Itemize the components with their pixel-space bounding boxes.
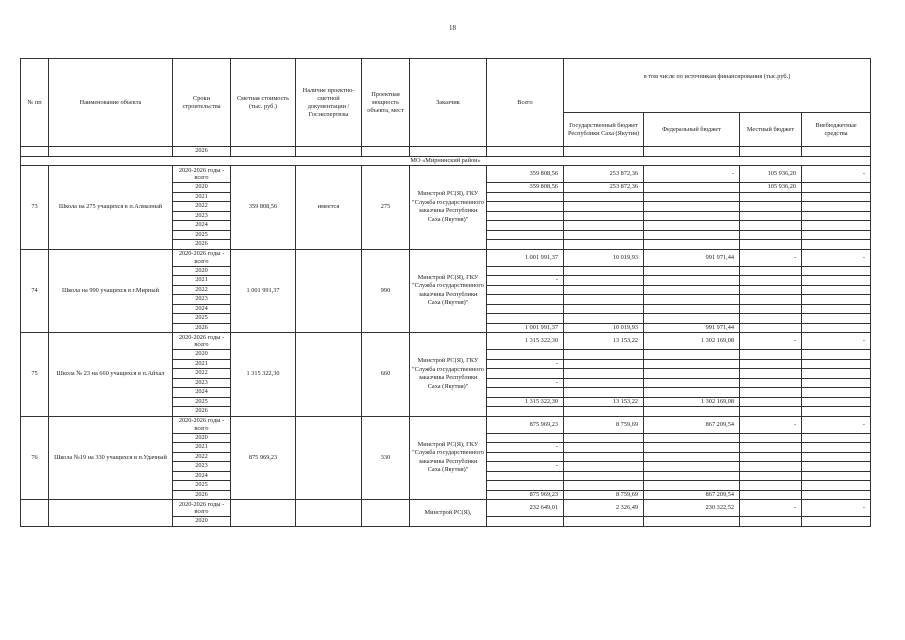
state-budget-cell — [564, 240, 644, 250]
local-budget-cell — [740, 211, 802, 221]
col-header-terms: Сроки строительства — [173, 59, 231, 147]
total-cell — [487, 433, 564, 443]
federal-budget-cell — [644, 407, 740, 417]
col-header-total: Всего — [487, 59, 564, 147]
state-budget-cell — [564, 407, 644, 417]
local-budget-cell — [740, 304, 802, 314]
total-cell — [487, 221, 564, 231]
local-budget-cell — [740, 517, 802, 527]
object-cost: 1 001 991,37 — [231, 249, 296, 333]
extra-budget-cell — [802, 276, 871, 286]
state-budget-cell — [564, 350, 644, 360]
federal-budget-cell — [644, 378, 740, 388]
local-budget-cell: 105 936,20 — [740, 183, 802, 193]
federal-budget-cell — [644, 183, 740, 193]
extra-budget-cell — [802, 240, 871, 250]
state-budget-cell — [564, 443, 644, 453]
object-docs — [296, 249, 362, 333]
object-cost: 359 808,56 — [231, 166, 296, 250]
state-budget-cell: 10 019,93 — [564, 249, 644, 266]
state-budget-cell — [564, 211, 644, 221]
extra-budget-cell — [802, 304, 871, 314]
state-budget-cell: 2 326,49 — [564, 500, 644, 517]
federal-budget-cell — [644, 452, 740, 462]
year-cell: 2024 — [173, 471, 231, 481]
total-cell — [487, 192, 564, 202]
col-header-customer: Заказчик — [410, 59, 487, 147]
state-budget-cell — [564, 433, 644, 443]
extra-budget-cell — [802, 359, 871, 369]
object-name: Школа № 23 на 660 учащихся в п.Айхал — [49, 333, 173, 417]
year-cell: 2023 — [173, 378, 231, 388]
state-budget-cell — [564, 276, 644, 286]
state-budget-cell — [564, 192, 644, 202]
object-docs — [296, 416, 362, 500]
col-header-extra-budget: Внебюджетные средства — [802, 113, 871, 147]
local-budget-cell — [740, 490, 802, 500]
state-budget-cell — [564, 304, 644, 314]
object-docs — [296, 500, 362, 527]
object-cost: 1 315 322,30 — [231, 333, 296, 417]
total-cell: - — [487, 359, 564, 369]
object-name: Школа на 990 учащихся в г.Мирный — [49, 249, 173, 333]
col-header-local-budget: Местный бюджет — [740, 113, 802, 147]
table-row — [21, 166, 871, 183]
year-cell: 2026 — [173, 240, 231, 250]
col-header-capacity: Проектная мощность объекта, мест — [362, 59, 410, 147]
year-cell: 2026 — [173, 147, 231, 157]
federal-budget-cell — [644, 192, 740, 202]
object-number — [21, 500, 49, 527]
local-budget-cell — [740, 350, 802, 360]
state-budget-cell — [564, 266, 644, 276]
page-number: 18 — [449, 24, 456, 32]
federal-budget-cell: 1 302 169,08 — [644, 333, 740, 350]
local-budget-cell — [740, 192, 802, 202]
table-row — [21, 500, 871, 517]
federal-budget-cell — [644, 462, 740, 472]
total-cell: 232 649,01 — [487, 500, 564, 517]
local-budget-cell: - — [740, 249, 802, 266]
extra-budget-cell — [802, 369, 871, 379]
year-cell: 2026 — [173, 323, 231, 333]
local-budget-cell: - — [740, 500, 802, 517]
total-cell — [487, 314, 564, 324]
extra-budget-cell — [802, 388, 871, 398]
federal-budget-cell — [644, 276, 740, 286]
federal-budget-cell — [644, 517, 740, 527]
total-cell — [487, 266, 564, 276]
extra-budget-cell — [802, 266, 871, 276]
object-number: 74 — [21, 249, 49, 333]
extra-budget-cell — [802, 517, 871, 527]
object-capacity — [362, 500, 410, 527]
total-cell — [487, 452, 564, 462]
extra-budget-cell — [802, 452, 871, 462]
federal-budget-cell: 991 971,44 — [644, 323, 740, 333]
table-row — [21, 249, 871, 266]
total-cell — [487, 211, 564, 221]
object-name: Школа на 275 учащихся в п.Алмазный — [49, 166, 173, 250]
object-docs: имеется — [296, 166, 362, 250]
year-cell: 2025 — [173, 397, 231, 407]
local-budget-cell — [740, 388, 802, 398]
total-cell — [487, 285, 564, 295]
extra-budget-cell — [802, 323, 871, 333]
extra-budget-cell — [802, 211, 871, 221]
federal-budget-cell — [644, 443, 740, 453]
federal-budget-cell — [644, 481, 740, 491]
state-budget-cell — [564, 314, 644, 324]
total-cell: 1 315 322,30 — [487, 397, 564, 407]
year-cell: 2020 — [173, 517, 231, 527]
total-cell: 359 808,56 — [487, 183, 564, 193]
total-cell — [487, 517, 564, 527]
local-budget-cell — [740, 471, 802, 481]
total-cell — [487, 481, 564, 491]
total-cell: - — [487, 443, 564, 453]
year-cell: 2020-2026 годы - всего — [173, 249, 231, 266]
local-budget-cell — [740, 481, 802, 491]
federal-budget-cell — [644, 314, 740, 324]
year-cell: 2020 — [173, 433, 231, 443]
year-cell: 2020-2026 годы - всего — [173, 333, 231, 350]
local-budget-cell — [740, 230, 802, 240]
local-budget-cell: 105 936,20 — [740, 166, 802, 183]
federal-budget-cell: - — [644, 166, 740, 183]
year-cell: 2020 — [173, 183, 231, 193]
extra-budget-cell: - — [802, 416, 871, 433]
local-budget-cell — [740, 202, 802, 212]
extra-budget-cell — [802, 202, 871, 212]
local-budget-cell — [740, 276, 802, 286]
local-budget-cell: - — [740, 416, 802, 433]
year-cell: 2023 — [173, 211, 231, 221]
year-cell: 2020-2026 годы - всего — [173, 166, 231, 183]
year-cell: 2026 — [173, 490, 231, 500]
state-budget-cell: 10 019,93 — [564, 323, 644, 333]
total-cell — [487, 295, 564, 305]
extra-budget-cell — [802, 230, 871, 240]
local-budget-cell — [740, 397, 802, 407]
state-budget-cell — [564, 295, 644, 305]
col-header-name: Наименование объекта — [49, 59, 173, 147]
local-budget-cell — [740, 323, 802, 333]
local-budget-cell — [740, 359, 802, 369]
year-cell: 2025 — [173, 230, 231, 240]
extra-budget-cell — [802, 490, 871, 500]
state-budget-cell — [564, 285, 644, 295]
total-cell: - — [487, 378, 564, 388]
local-budget-cell — [740, 285, 802, 295]
extra-budget-cell — [802, 443, 871, 453]
extra-budget-cell — [802, 221, 871, 231]
local-budget-cell — [740, 240, 802, 250]
state-budget-cell — [564, 359, 644, 369]
col-header-sources-group: в том числе по источникам финансирования (тыс.руб.) — [564, 59, 871, 113]
year-cell: 2023 — [173, 295, 231, 305]
federal-budget-cell — [644, 240, 740, 250]
federal-budget-cell — [644, 471, 740, 481]
federal-budget-cell — [644, 350, 740, 360]
total-cell: 1 315 322,30 — [487, 333, 564, 350]
object-customer: Минстрой РС(Я), ГКУ "Служба государственного заказчика Республики Саха (Якутия)" — [410, 166, 487, 250]
local-budget-cell — [740, 369, 802, 379]
local-budget-cell: - — [740, 333, 802, 350]
federal-budget-cell — [644, 304, 740, 314]
year-cell: 2021 — [173, 443, 231, 453]
extra-budget-cell — [802, 183, 871, 193]
extra-budget-cell — [802, 295, 871, 305]
col-header-docs: Наличие проектно-сметной документации /Госэкспертизы — [296, 59, 362, 147]
local-budget-cell — [740, 221, 802, 231]
state-budget-cell: 253 872,36 — [564, 183, 644, 193]
state-budget-cell: 253 872,36 — [564, 166, 644, 183]
state-budget-cell: 13 153,22 — [564, 333, 644, 350]
federal-budget-cell — [644, 433, 740, 443]
extra-budget-cell — [802, 462, 871, 472]
extra-budget-cell — [802, 192, 871, 202]
extra-budget-cell — [802, 397, 871, 407]
year-cell: 2021 — [173, 192, 231, 202]
col-header-no: № пп — [21, 59, 49, 147]
local-budget-cell — [740, 266, 802, 276]
object-customer: Минстрой РС(Я), — [410, 500, 487, 527]
federal-budget-cell: 1 302 169,08 — [644, 397, 740, 407]
extra-budget-cell — [802, 407, 871, 417]
federal-budget-cell: 230 322,52 — [644, 500, 740, 517]
extra-budget-cell — [802, 433, 871, 443]
total-cell — [487, 230, 564, 240]
total-cell — [487, 304, 564, 314]
total-cell — [487, 471, 564, 481]
year-cell: 2020-2026 годы - всего — [173, 500, 231, 517]
total-cell — [487, 407, 564, 417]
financing-table — [20, 58, 871, 527]
federal-budget-cell: 867 209,54 — [644, 416, 740, 433]
total-cell: - — [487, 462, 564, 472]
state-budget-cell — [564, 202, 644, 212]
state-budget-cell: 8 759,69 — [564, 416, 644, 433]
local-budget-cell — [740, 314, 802, 324]
federal-budget-cell — [644, 202, 740, 212]
year-cell: 2024 — [173, 221, 231, 231]
federal-budget-cell — [644, 266, 740, 276]
local-budget-cell — [740, 433, 802, 443]
object-number: 75 — [21, 333, 49, 417]
local-budget-cell — [740, 452, 802, 462]
object-capacity: 660 — [362, 333, 410, 417]
year-cell: 2025 — [173, 481, 231, 491]
federal-budget-cell — [644, 388, 740, 398]
federal-budget-cell — [644, 211, 740, 221]
state-budget-cell — [564, 471, 644, 481]
federal-budget-cell: 867 209,54 — [644, 490, 740, 500]
local-budget-cell — [740, 378, 802, 388]
federal-budget-cell — [644, 285, 740, 295]
local-budget-cell — [740, 462, 802, 472]
local-budget-cell — [740, 443, 802, 453]
year-cell: 2020-2026 годы - всего — [173, 416, 231, 433]
state-budget-cell — [564, 221, 644, 231]
table-row — [21, 333, 871, 350]
section-title: МО «Мирнинский район» — [21, 156, 871, 166]
object-customer: Минстрой РС(Я), ГКУ "Служба государственного заказчика Республики Саха (Якутия)" — [410, 249, 487, 333]
pre-row — [21, 147, 871, 157]
object-customer: Минстрой РС(Я), ГКУ "Служба государственного заказчика Республики Саха (Якутия)" — [410, 416, 487, 500]
total-cell — [487, 350, 564, 360]
year-cell: 2023 — [173, 462, 231, 472]
federal-budget-cell — [644, 369, 740, 379]
federal-budget-cell: 991 971,44 — [644, 249, 740, 266]
federal-budget-cell — [644, 359, 740, 369]
total-cell: - — [487, 276, 564, 286]
state-budget-cell — [564, 378, 644, 388]
year-cell: 2022 — [173, 285, 231, 295]
state-budget-cell — [564, 388, 644, 398]
object-number: 76 — [21, 416, 49, 500]
total-cell — [487, 388, 564, 398]
col-header-federal-budget: Федеральный бюджет — [644, 113, 740, 147]
year-cell: 2025 — [173, 314, 231, 324]
state-budget-cell — [564, 462, 644, 472]
extra-budget-cell — [802, 285, 871, 295]
year-cell: 2021 — [173, 276, 231, 286]
state-budget-cell — [564, 517, 644, 527]
state-budget-cell — [564, 369, 644, 379]
state-budget-cell — [564, 230, 644, 240]
extra-budget-cell — [802, 350, 871, 360]
local-budget-cell — [740, 407, 802, 417]
federal-budget-cell — [644, 230, 740, 240]
col-header-state-budget: Государственный бюджет Республики Саха (Якутия) — [564, 113, 644, 147]
total-cell: 1 001 991,37 — [487, 323, 564, 333]
extra-budget-cell — [802, 378, 871, 388]
state-budget-cell — [564, 452, 644, 462]
total-cell: 875 969,23 — [487, 490, 564, 500]
table-body — [21, 147, 871, 527]
object-capacity: 990 — [362, 249, 410, 333]
state-budget-cell — [564, 481, 644, 491]
federal-budget-cell — [644, 221, 740, 231]
total-cell — [487, 369, 564, 379]
table-row — [21, 416, 871, 433]
state-budget-cell: 8 759,69 — [564, 490, 644, 500]
extra-budget-cell: - — [802, 500, 871, 517]
state-budget-cell: 13 153,22 — [564, 397, 644, 407]
extra-budget-cell: - — [802, 333, 871, 350]
federal-budget-cell — [644, 295, 740, 305]
year-cell: 2022 — [173, 369, 231, 379]
year-cell: 2022 — [173, 202, 231, 212]
extra-budget-cell — [802, 471, 871, 481]
year-cell: 2020 — [173, 350, 231, 360]
total-cell — [487, 240, 564, 250]
object-customer: Минстрой РС(Я), ГКУ "Служба государственного заказчика Республики Саха (Якутия)" — [410, 333, 487, 417]
local-budget-cell — [740, 295, 802, 305]
year-cell: 2024 — [173, 388, 231, 398]
total-cell — [487, 202, 564, 212]
col-header-cost: Сметная стоимость (тыс. руб.) — [231, 59, 296, 147]
object-cost — [231, 500, 296, 527]
total-cell: 359 808,56 — [487, 166, 564, 183]
object-capacity: 275 — [362, 166, 410, 250]
object-capacity: 330 — [362, 416, 410, 500]
extra-budget-cell — [802, 481, 871, 491]
year-cell: 2022 — [173, 452, 231, 462]
total-cell: 875 969,23 — [487, 416, 564, 433]
object-cost: 875 969,23 — [231, 416, 296, 500]
extra-budget-cell — [802, 314, 871, 324]
year-cell: 2020 — [173, 266, 231, 276]
year-cell: 2024 — [173, 304, 231, 314]
extra-budget-cell: - — [802, 249, 871, 266]
total-cell: 1 001 991,37 — [487, 249, 564, 266]
year-cell: 2021 — [173, 359, 231, 369]
object-number: 73 — [21, 166, 49, 250]
year-cell: 2026 — [173, 407, 231, 417]
section-row — [21, 156, 871, 166]
object-docs — [296, 333, 362, 417]
object-name: Школа №19 на 330 учащихся в п.Удачный — [49, 416, 173, 500]
object-name — [49, 500, 173, 527]
extra-budget-cell: - — [802, 166, 871, 183]
